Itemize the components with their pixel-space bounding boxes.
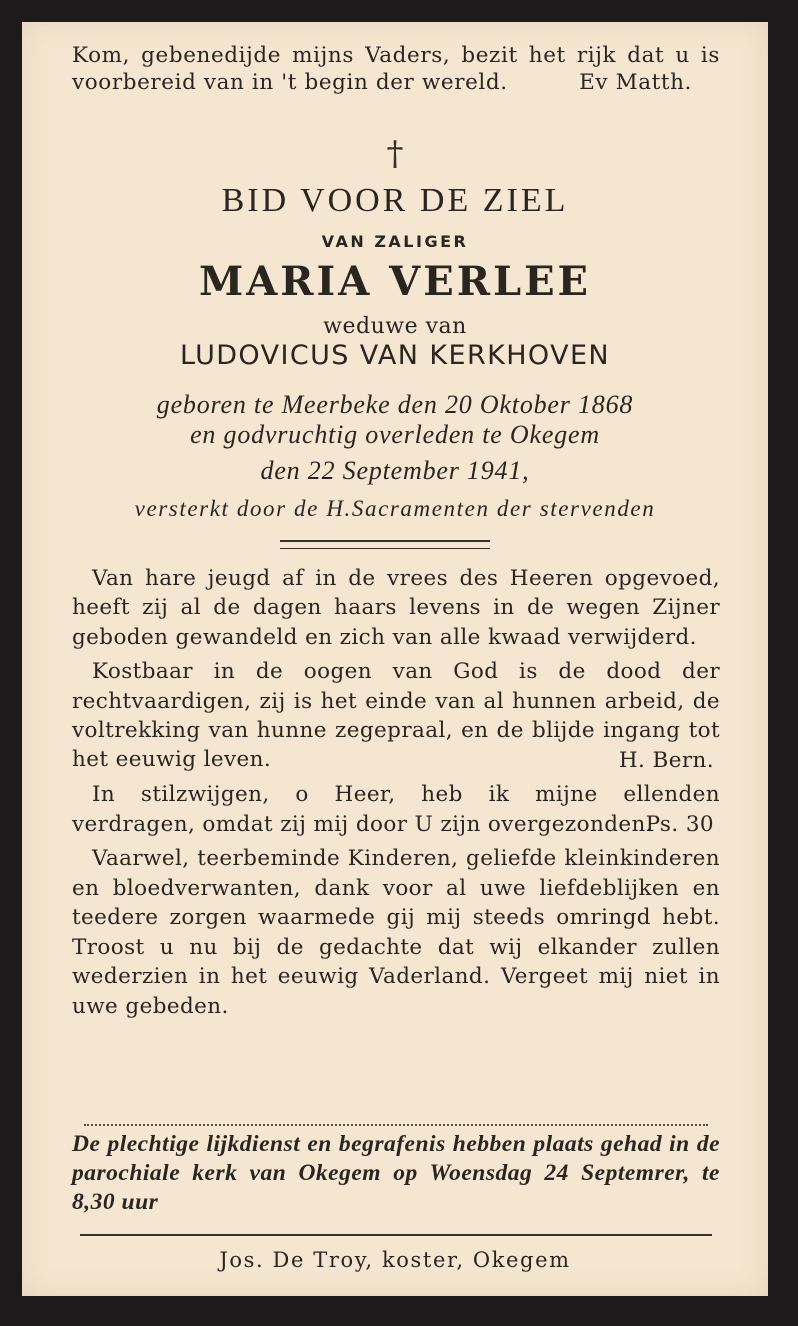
bottom-divider [80, 1234, 712, 1236]
birth-line: geboren te Meerbeke den 20 Oktober 1868 [156, 390, 634, 419]
prayer-heading: BID VOOR DE ZIEL [221, 182, 569, 219]
dotted-divider [84, 1124, 708, 1126]
double-divider [280, 540, 490, 549]
verse-source: Ev Matth. [579, 70, 692, 95]
printer-credit: Jos. De Troy, koster, Okegem [219, 1248, 571, 1272]
prayer-paragraph: Van hare jeugd af in de vrees des Heeren opgevoed, heeft zij al de dagen haars levens in de wegen Zijner geboden gewandeld en zich van alle kwaad verwijderd. [72, 566, 720, 650]
prayer-paragraph: Kostbaar in de oogen van God is de dood der rechtvaardigen, zij is het einde van al hunnen arbeid, de voltrekking van hunne zegepraal, en de blijde ingang tot het eeuwig leven. [72, 659, 720, 773]
funeral-notice: De plechtige lijkdienst en begrafenis hebben plaats gehad in de parochiale kerk van Okegem op Woensdag 24 Septemrer, te 8,30 uur [72, 1131, 720, 1215]
cross-icon: † [386, 134, 404, 174]
prayers-body [72, 564, 720, 1026]
prayer-source: Ps. 30 [645, 812, 714, 838]
death-place-line: en godvruchtig overleden te Okegem [190, 420, 600, 449]
widow-label: weduwe van [323, 314, 467, 339]
husband-name: LUDOVICUS VAN KERKHOVEN [179, 340, 611, 371]
verse-text: Kom, gebenedijde mijns Vaders, bezit het rijk dat u is voorbereid van in 't begin der wereld. [72, 43, 720, 95]
death-date-line: den 22 September 1941, [260, 456, 530, 485]
prayer-source: H. Bern. [618, 747, 714, 773]
memorial-card [22, 22, 768, 1296]
deceased-name: MARIA VERLEE [198, 258, 592, 305]
sacraments-line: versterkt door de H.Sacramenten der stervenden [134, 496, 656, 521]
opening-verse [72, 42, 720, 96]
prayer-paragraph: Vaarwel, teerbeminde Kinderen, geliefde kleinkinderen en bloedverwanten, dank voor al uwe liefdeblijken en teedere zorgen waarmede gij mij steeds omringd hebt. Troost u nu bij de gedachte dat wij elkander zullen wederzien in het eeuwig Vaderland. Vergeet mij niet in uwe gebeden. [72, 846, 720, 1019]
zaliger-label: VAN ZALIGER [321, 232, 469, 251]
prayer-paragraph: In stilzwijgen, o Heer, heb ik mijne ellenden verdragen, omdat zij mij door U zijn overgezonden. [72, 782, 720, 837]
